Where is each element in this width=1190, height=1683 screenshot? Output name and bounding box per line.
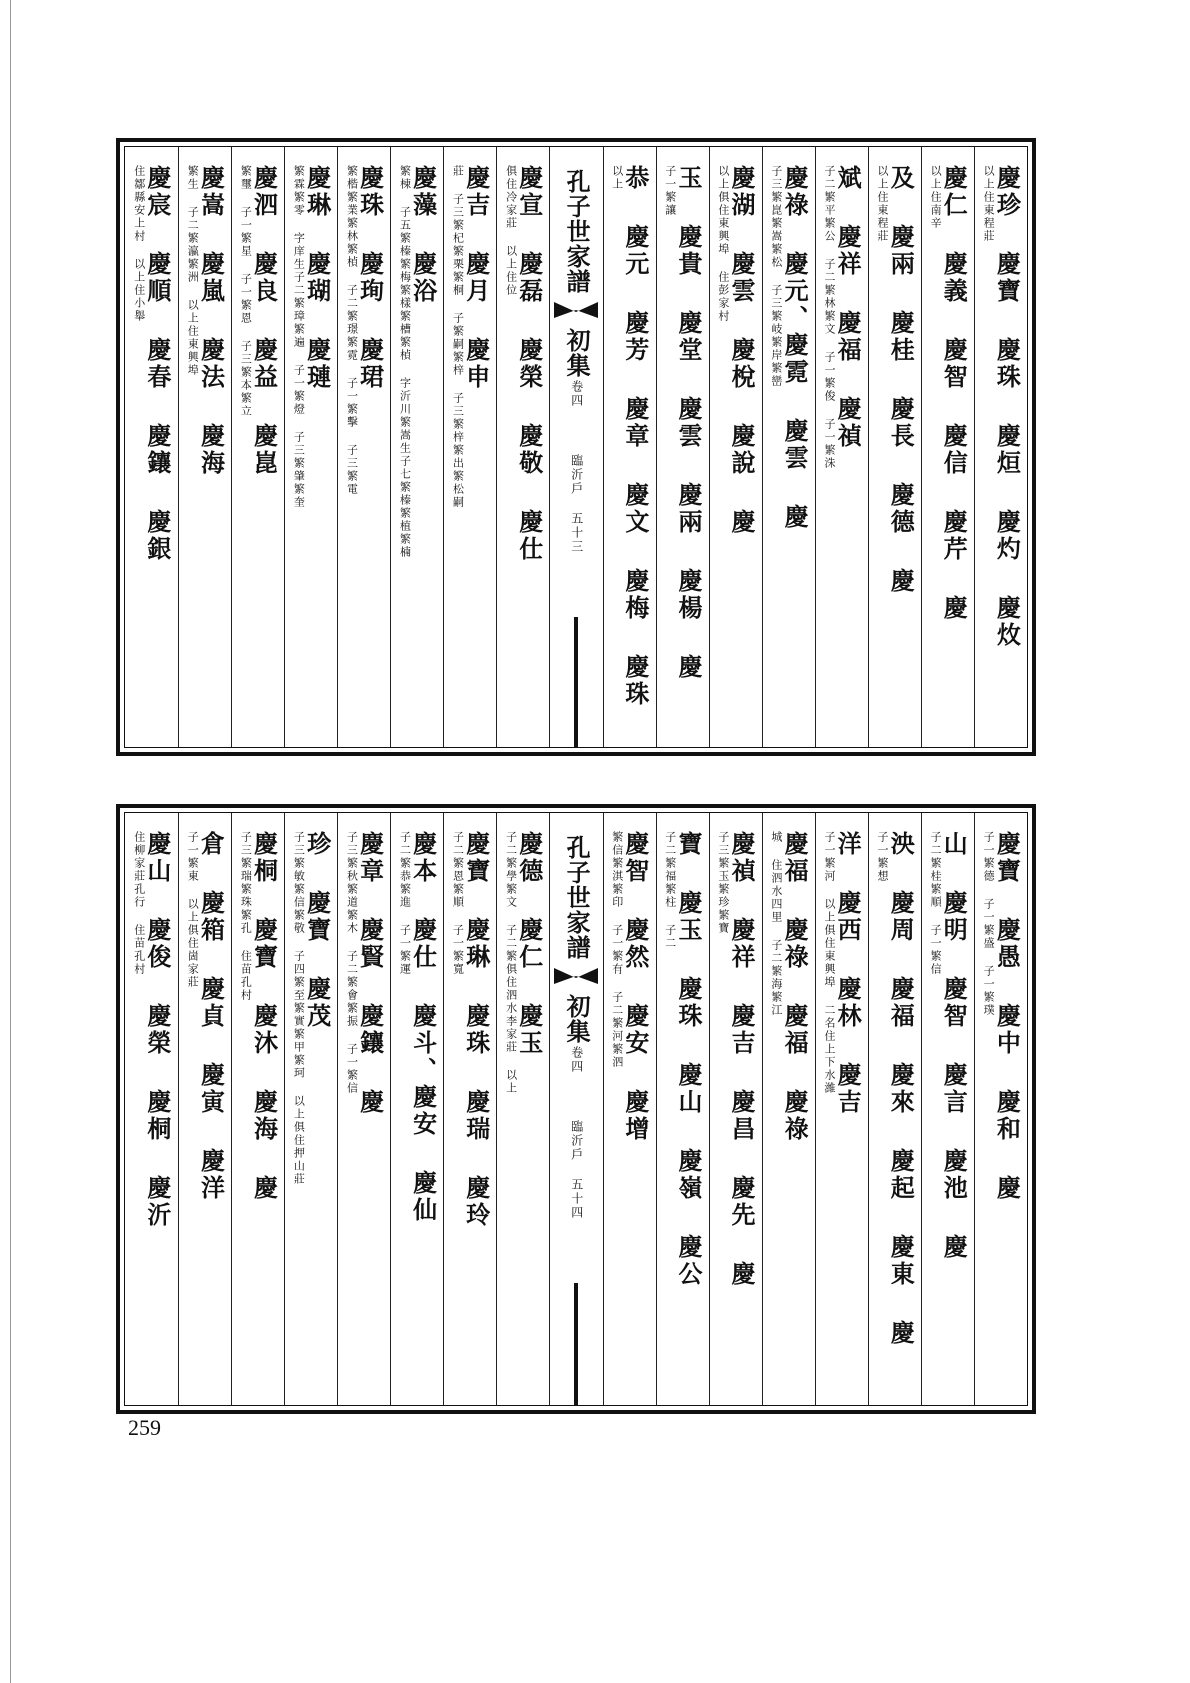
genealogy-column <box>284 813 337 1405</box>
genealogy-column <box>709 147 762 747</box>
member-names: 慶山 慶俊 慶榮 慶桐 慶沂 <box>142 831 172 1229</box>
household-label: 臨沂戶 <box>569 454 584 496</box>
column-text-group <box>293 147 330 747</box>
member-names: 慶吉 慶月 慶申 <box>461 165 491 391</box>
column-text-group <box>876 147 916 747</box>
member-annotations: 子一繁讓 <box>663 165 677 217</box>
leaf-number: 五十四 <box>569 1178 584 1220</box>
member-names: 慶宣 慶磊 慶榮 慶敬 慶仕 <box>514 165 544 563</box>
member-annotations: 繁霖繁零 字庠生子二繁璋繁遍 子一繁燈 子三繁肇繁奎 <box>292 165 306 509</box>
genealogy-column <box>974 813 1027 1405</box>
genealogy-column <box>603 147 656 747</box>
column-text-group <box>187 147 224 747</box>
member-names: 珍 慶寶 慶茂 <box>302 831 332 1030</box>
member-annotations: 住柳家莊孔行 住苗孔村 <box>132 831 146 976</box>
column-text-group <box>769 147 810 747</box>
column-text-group <box>664 147 701 747</box>
member-annotations: 繁棟 子五繁榛繁梅繁樣繁槽繁楨 字沂川繁嵩生子七繁榛繁植繁楠 <box>398 165 412 559</box>
genealogy-column <box>762 813 815 1405</box>
column-text-group <box>505 813 542 1405</box>
member-names: 慶藻 慶浴 <box>408 165 438 305</box>
genealogy-column <box>231 813 284 1405</box>
genealogy-column <box>656 813 709 1405</box>
leaf-number: 五十三 <box>569 512 584 554</box>
genealogy-column <box>868 813 921 1405</box>
genealogy-column <box>390 813 443 1405</box>
column-text-group <box>346 147 383 747</box>
genealogy-column <box>125 813 178 1405</box>
member-names: 慶珍 慶寶 慶珠 慶烜 慶灼 慶炇 <box>992 165 1022 649</box>
member-annotations: 子二繁恩繁順 子一繁寬 <box>451 831 465 976</box>
member-annotations: 莊 子三繁杞繁栗繁桐 子繁嗣繁梓 子三繁梓繁出繁松嗣 <box>451 165 465 509</box>
member-annotations: 城 住泗水四里 子二繁海繁江 <box>769 831 783 1017</box>
column-text-group <box>930 147 967 747</box>
column-text-group <box>293 813 330 1405</box>
member-names: 慶福 慶祿 慶福 慶祿 <box>780 831 810 1143</box>
column-text-group <box>452 813 489 1405</box>
genealogy-column <box>178 813 231 1405</box>
column-text-group <box>240 147 277 747</box>
genealogy-column <box>178 147 231 747</box>
title-block-column <box>549 147 602 747</box>
member-names: 慶寶 慶琳 慶珠 慶瑞 慶玲 <box>461 831 491 1229</box>
member-annotations: 子一繁東 以上俱住崮家莊 <box>186 831 200 989</box>
member-names: 慶宸 慶順 慶春 慶鑲 慶銀 <box>142 165 172 563</box>
member-names: 倉 慶箱 慶貞 慶寅 慶洋 <box>196 831 226 1202</box>
genealogy-column <box>390 147 443 747</box>
genealogy-column <box>337 813 390 1405</box>
column-text-group <box>505 147 542 747</box>
member-annotations: 以上住東程莊 <box>982 165 996 243</box>
column-text-group <box>346 813 383 1405</box>
genealogy-column <box>603 813 656 1405</box>
member-names: 慶桐 慶寶 慶沐 慶海 慶 <box>249 831 279 1202</box>
member-annotations: 子二繁福繁柱 子二 <box>663 831 677 950</box>
genealogy-column <box>815 813 868 1405</box>
volume-label: 卷四 <box>569 380 584 408</box>
genealogy-column <box>762 147 815 747</box>
member-annotations: 子一繁河 以上俱住東興埠 二名住上下水濰 <box>822 831 836 1095</box>
column-text-group <box>716 147 757 747</box>
member-annotations: 子三繁秋繁道繁木 子二繁會繁振 子一繁信 <box>345 831 359 1095</box>
genealogy-column <box>921 813 974 1405</box>
member-annotations: 繁信繁淇繁印 子一繁有 子二繁河繁泗 <box>610 831 624 1069</box>
volume-label: 卷四 <box>569 1046 584 1074</box>
member-annotations: 以上 <box>610 165 624 191</box>
member-names: 玉 慶貴 慶堂 慶雲 慶兩 慶楊 慶 <box>673 165 703 681</box>
member-annotations: 住鄒縣安上村 以上住小舉 <box>132 165 146 323</box>
center-rule <box>574 617 578 747</box>
member-annotations: 子三繁玉繁珍繁寶 <box>716 831 730 935</box>
member-names: 恭 慶元 慶芳 慶章 慶文 慶梅 慶珠 <box>620 165 650 708</box>
book-title: 孔子世家譜 <box>562 169 592 294</box>
member-annotations: 繁楷繁業繁林繁楨 子二繁璟繁霓 子一繁擊 子三繁電 <box>345 165 359 496</box>
column-text-group <box>930 813 967 1405</box>
column-grid <box>125 813 1027 1405</box>
member-annotations: 以上住南辛 <box>929 165 943 230</box>
page-number: 259 <box>128 1415 161 1440</box>
column-text-group <box>769 813 810 1405</box>
member-annotations: 子二繁桂繁順 子一繁信 <box>929 831 943 976</box>
title-block <box>553 827 599 1220</box>
genealogy-panel-top <box>116 138 1036 756</box>
column-text-group <box>664 813 701 1405</box>
member-names: 慶湖 慶雲 慶梲 慶說 慶 <box>727 165 757 536</box>
member-names: 山 慶明 慶智 慶言 慶池 慶 <box>939 831 969 1261</box>
member-annotations: 繁璽 子一繁星 子一繁恩 子三繁本繁立 <box>239 165 253 418</box>
member-names: 慶智 慶然 慶安 慶增 <box>620 831 650 1143</box>
column-text-group <box>611 813 648 1405</box>
fish-tail-mark-icon <box>553 964 599 990</box>
panel-inner-border <box>124 812 1028 1406</box>
genealogy-column <box>496 147 549 747</box>
column-text-group <box>399 147 436 747</box>
genealogy-column <box>974 147 1027 747</box>
member-annotations: 子三繁瑞繁珠繁孔 住苗孔村 <box>239 831 253 1002</box>
collection-label: 初集 <box>562 328 592 378</box>
member-annotations: 俱住冷家莊 以上住位 <box>504 165 518 297</box>
genealogy-column <box>496 813 549 1405</box>
member-names: 慶泗 慶良 慶益 慶崑 <box>249 165 279 477</box>
member-annotations: 子二繁學繁文 子二繁俱住泗水李家莊 以上 <box>504 831 518 1095</box>
column-text-group <box>399 813 436 1405</box>
column-text-group <box>716 813 757 1405</box>
column-text-group <box>822 813 863 1405</box>
title-block-column <box>549 813 602 1405</box>
member-names: 慶寶 慶愚 慶中 慶和 慶 <box>992 831 1022 1202</box>
member-names: 斌 慶祥 慶福 慶禎 <box>833 165 863 450</box>
column-text-group <box>133 813 170 1405</box>
column-text-group <box>240 813 277 1405</box>
column-text-group <box>133 147 170 747</box>
member-annotations: 子一繁想 <box>876 831 890 883</box>
genealogy-column <box>337 147 390 747</box>
member-annotations: 子二繁平繁公 子二繁林繁文 子一繁俊 子一繁洙 <box>822 165 836 470</box>
member-names: 寶 慶玉 慶珠 慶山 慶嶺 慶公 <box>673 831 703 1288</box>
title-block <box>553 161 599 554</box>
member-annotations: 子二繁恭繁進 子一繁運 <box>398 831 412 976</box>
column-text-group <box>611 147 648 747</box>
genealogy-column <box>709 813 762 1405</box>
member-annotations: 以上俱住東興埠 住彭家村 <box>716 165 730 323</box>
column-text-group <box>876 813 916 1405</box>
member-names: 慶禎 慶祥 慶吉 慶昌 慶先 慶 <box>727 831 757 1288</box>
column-text-group <box>187 813 224 1405</box>
genealogy-column <box>443 813 496 1405</box>
member-annotations: 繁生 子二繁瀛繁洲 以上住東興埠 <box>186 165 200 377</box>
member-names: 慶珠 慶珣 慶珺 <box>355 165 385 391</box>
column-text-group <box>452 147 489 747</box>
member-annotations: 子一繁德 子一繁盛 子一繁璞 <box>982 831 996 1017</box>
member-names: 慶章 慶賢 慶鑲 慶 <box>355 831 385 1116</box>
member-names: 慶德 慶仁 慶玉 <box>514 831 544 1057</box>
genealogy-column <box>125 147 178 747</box>
household-label: 臨沂戶 <box>569 1120 584 1162</box>
member-annotations: 子三繁敏繁信繁敬 子四繁至繁實繁甲繁珂 以上俱住押山莊 <box>292 831 306 1186</box>
genealogy-column <box>921 147 974 747</box>
member-names: 慶本 慶仕 慶斗、慶安 慶仙 <box>408 831 438 1224</box>
column-text-group <box>983 813 1020 1405</box>
column-text-group <box>983 147 1020 747</box>
member-names: 慶嵩 慶嵐 慶法 慶海 <box>196 165 226 477</box>
column-grid <box>125 147 1027 747</box>
member-names: 洋 慶西 慶林 慶吉 <box>833 831 863 1116</box>
member-annotations: 以上住東程莊 <box>876 165 890 243</box>
collection-label: 初集 <box>562 994 592 1044</box>
panel-inner-border <box>124 146 1028 748</box>
book-title: 孔子世家譜 <box>562 835 592 960</box>
member-names: 慶琳 慶瑚 慶璉 <box>302 165 332 391</box>
genealogy-column <box>656 147 709 747</box>
member-names: 慶仁 慶義 慶智 慶信 慶芹 慶 <box>939 165 969 622</box>
center-rule <box>574 1283 578 1405</box>
genealogy-column <box>231 147 284 747</box>
member-annotations: 子三繁崑繁嵩繁松 子三繁岐繁岸繁巒 <box>769 165 783 388</box>
genealogy-column <box>868 147 921 747</box>
genealogy-column <box>284 147 337 747</box>
genealogy-panel-bottom <box>116 804 1036 1414</box>
member-names: 及 慶兩 慶桂 慶長 慶德 慶 <box>886 165 916 595</box>
genealogy-column <box>815 147 868 747</box>
column-text-group <box>822 147 863 747</box>
genealogy-column <box>443 147 496 747</box>
fish-tail-mark-icon <box>553 298 599 324</box>
member-names: 慶祿 慶元、慶霓 慶雲 慶 <box>780 165 810 531</box>
binding-rule <box>10 0 11 1683</box>
member-names: 泱 慶周 慶福 慶來 慶起 慶東 慶 <box>886 831 916 1347</box>
